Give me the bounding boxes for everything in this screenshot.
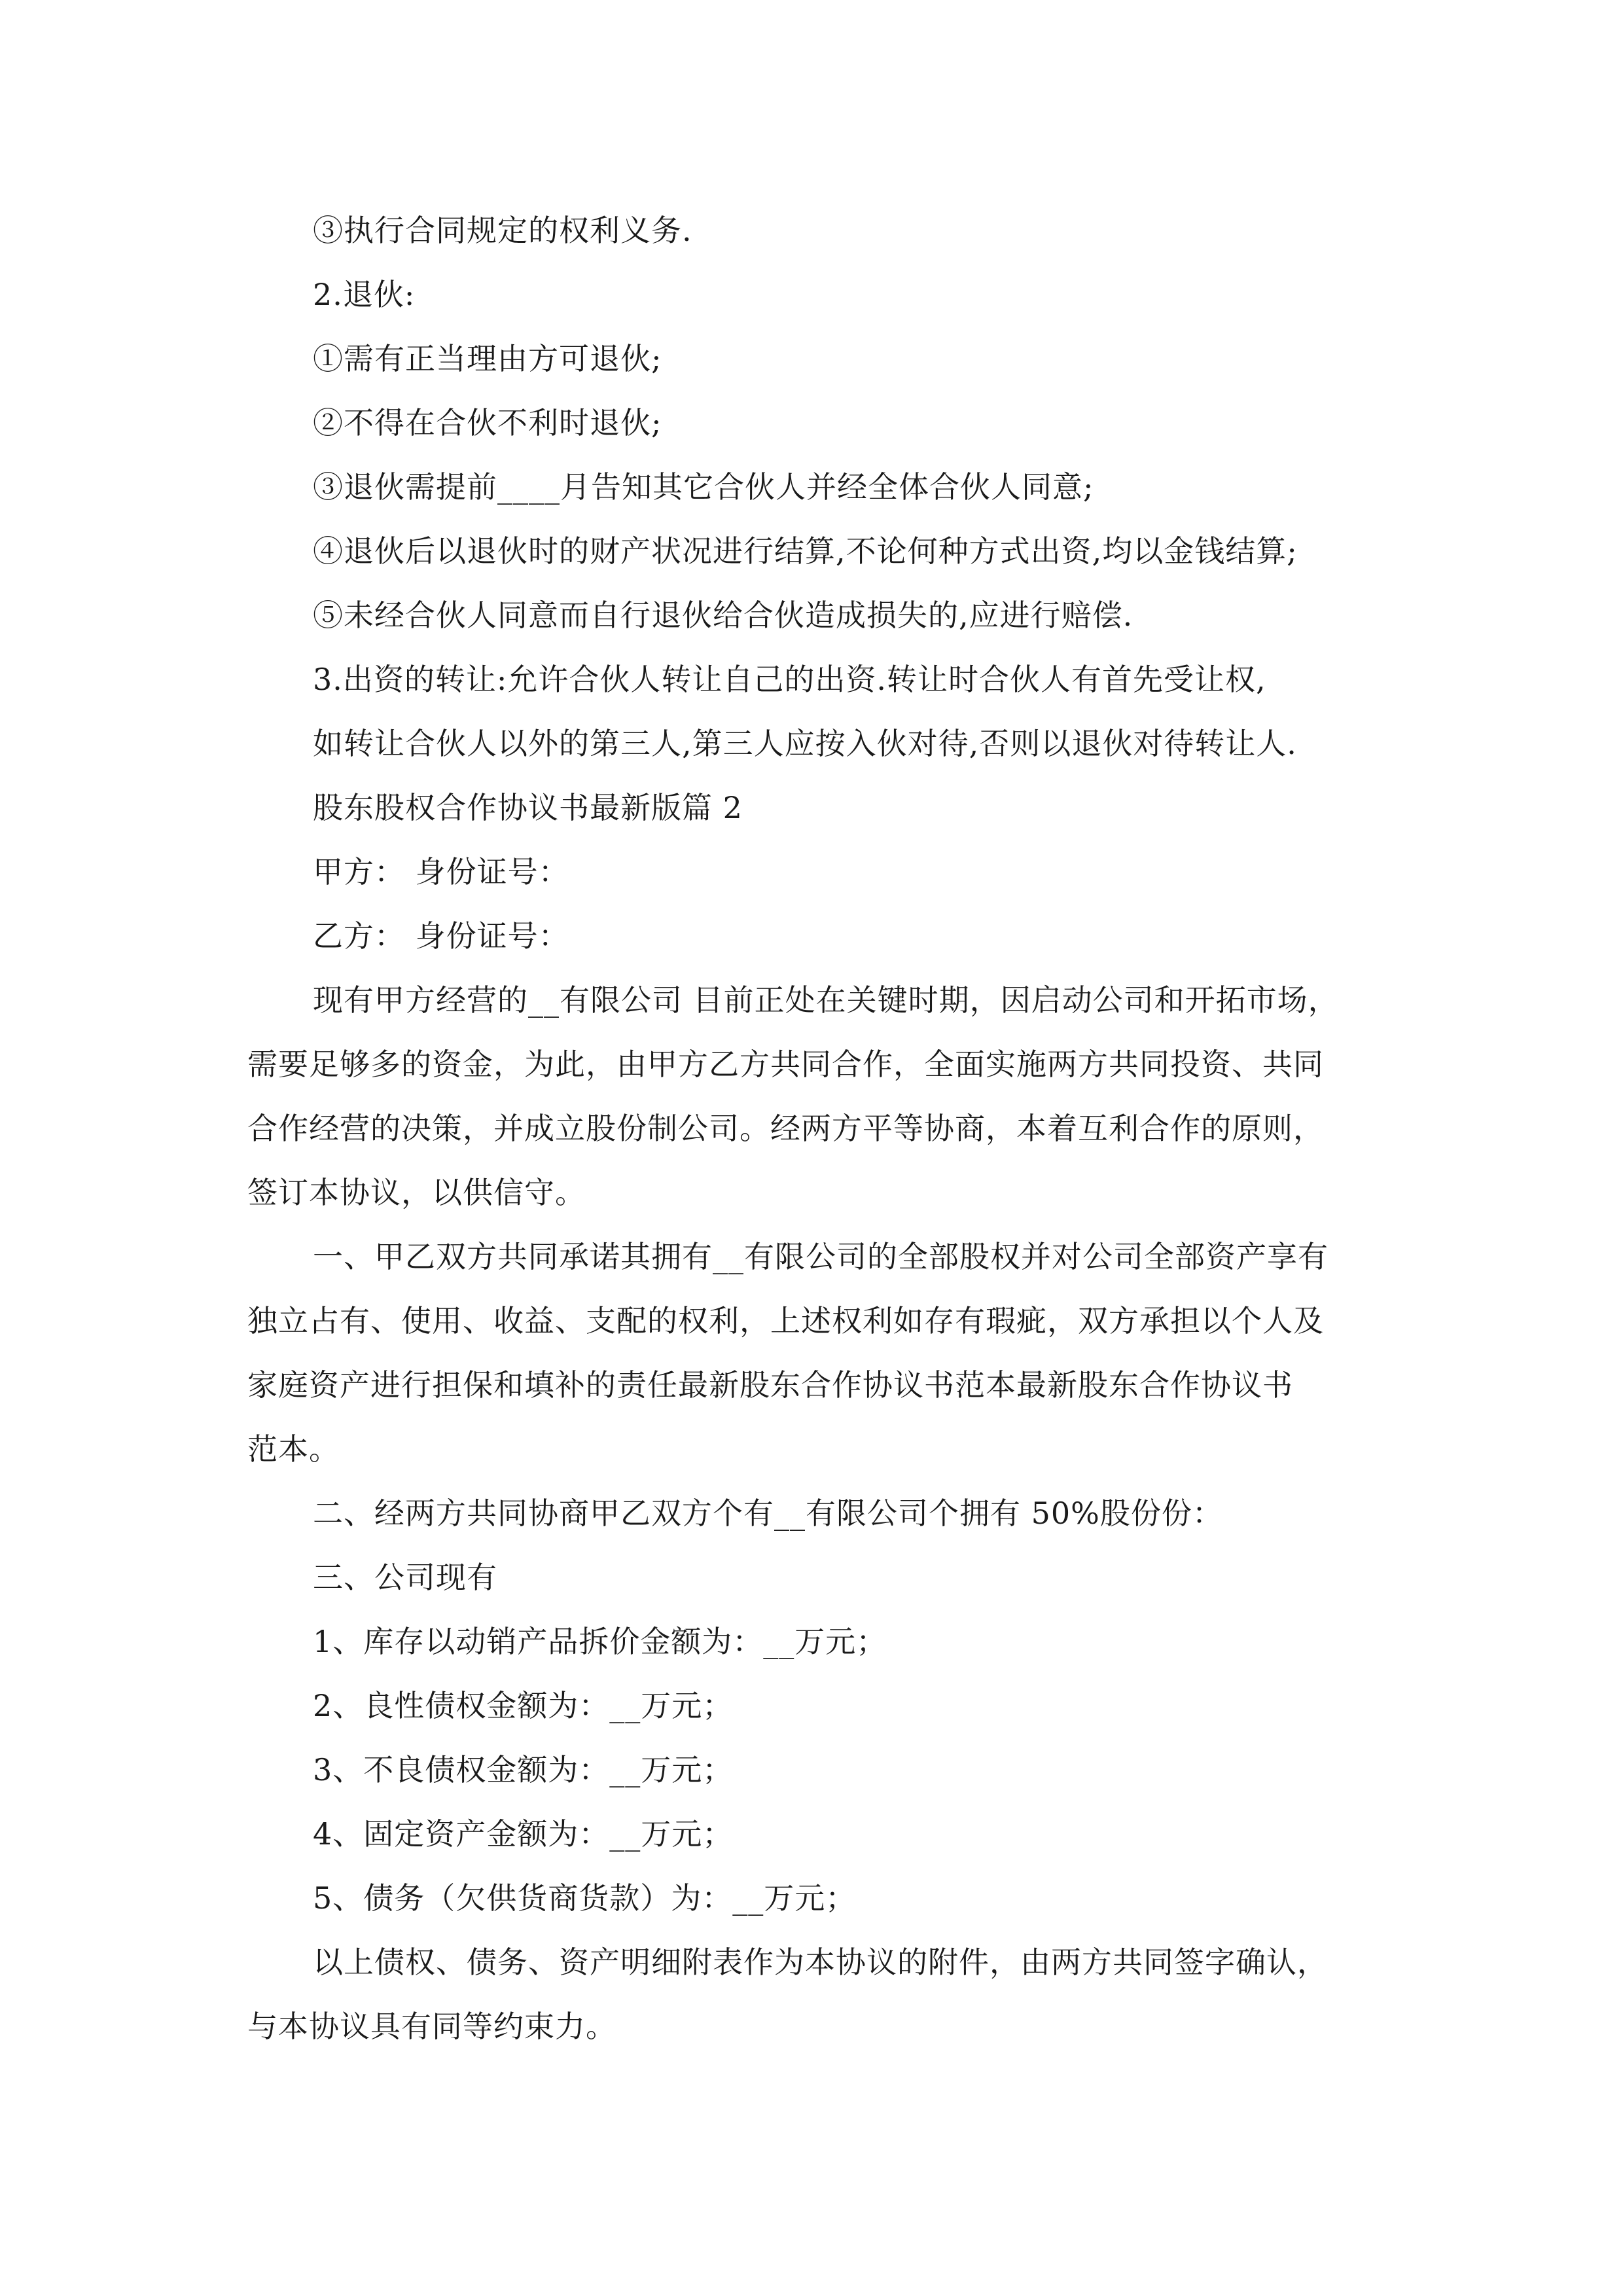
capital-transfer-line-2: 如转让合伙人以外的第三人,第三人应按入伙对待,否则以退伙对待转让人. <box>313 726 1297 761</box>
asset-item-3: 3、不良债权金额为：__万元； <box>313 1752 734 1787</box>
article-1-line-3: 家庭资产进行担保和填补的责任最新股东合作协议书范本最新股东合作协议书 <box>247 1367 1293 1403</box>
asset-item-5: 5、债务（欠供货商货款）为：__万元； <box>313 1880 857 1916</box>
article-3-heading: 三、公司现有 <box>313 1560 497 1595</box>
article-1-line-4: 范本。 <box>247 1431 340 1467</box>
preamble-line-1: 现有甲方经营的__有限公司 目前正处在关键时期，因启动公司和开拓市场， <box>313 982 1339 1018</box>
section-title: 股东股权合作协议书最新版篇 2 <box>313 790 743 825</box>
article-1-line-2: 独立占有、使用、收益、支配的权利，上述权利如存有瑕疵，双方承担以个人及 <box>247 1303 1324 1338</box>
withdrawal-item-2: ②不得在合伙不利时退伙; <box>313 405 662 440</box>
appendix-line-1: 以上债权、债务、资产明细附表作为本协议的附件，由两方共同签字确认， <box>313 1945 1328 1980</box>
heading-withdrawal: 2.退伙: <box>313 277 416 312</box>
asset-item-4: 4、固定资产金额为：__万元； <box>313 1816 734 1852</box>
withdrawal-item-1: ①需有正当理由方可退伙; <box>313 341 662 376</box>
article-2-line: 二、经两方共同协商甲乙双方个有__有限公司个拥有 50%股份份： <box>313 1496 1223 1531</box>
preamble-line-3: 合作经营的决策，并成立股份制公司。经两方平等协商，本着互利合作的原则， <box>247 1111 1324 1146</box>
party-b-line: 乙方： 身份证号： <box>313 918 569 954</box>
party-a-line: 甲方： 身份证号： <box>313 854 569 889</box>
withdrawal-item-3: ③退伙需提前____月告知其它合伙人并经全体合伙人同意; <box>313 469 1094 505</box>
preamble-line-4: 签订本协议，以供信守。 <box>247 1175 586 1210</box>
withdrawal-item-5: ⑤未经合伙人同意而自行退伙给合伙造成损失的,应进行赔偿. <box>313 598 1133 633</box>
preamble-line-2: 需要足够多的资金，为此，由甲方乙方共同合作，全面实施两方共同投资、共同 <box>247 1047 1324 1082</box>
withdrawal-item-4: ④退伙后以退伙时的财产状况进行结算,不论何种方式出资,均以金钱结算; <box>313 533 1298 569</box>
asset-item-1: 1、库存以动销产品拆价金额为：__万元； <box>313 1624 887 1659</box>
appendix-line-2: 与本协议具有同等约束力。 <box>247 2009 616 2044</box>
capital-transfer-line-1: 3.出资的转让:允许合伙人转让自己的出资.转让时合伙人有首先受让权, <box>313 662 1266 697</box>
clause-execute-rights: ③执行合同规定的权利义务. <box>313 213 692 248</box>
asset-item-2: 2、良性债权金额为：__万元； <box>313 1688 734 1723</box>
article-1-line-1: 一、甲乙双方共同承诺其拥有__有限公司的全部股权并对公司全部资产享有 <box>313 1239 1329 1274</box>
